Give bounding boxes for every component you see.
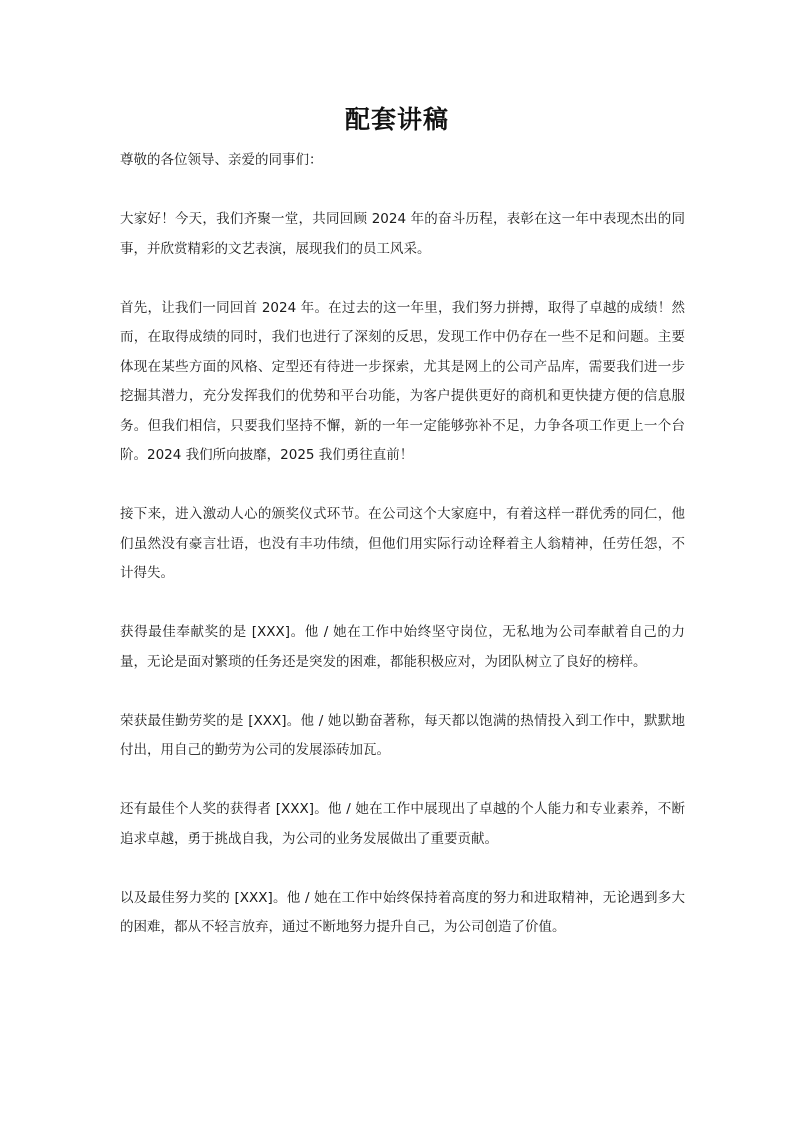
paragraph-individual-award: 还有最佳个人奖的获得者 [XXX]。他 / 她在工作中展现出了卓越的个人能力和专业素养，不断追求卓越，勇于挑战自我，为公司的业务发展做出了重要贡献。: [120, 801, 685, 847]
paragraph-diligence-award: 荣获最佳勤劳奖的是 [XXX]。他 / 她以勤奋著称，每天都以饱满的热情投入到工作中，默默地付出，用自己的勤劳为公司的发展添砖加瓦。: [120, 712, 685, 758]
paragraph-opening: 大家好！今天，我们齐聚一堂，共同回顾 2024 年的奋斗历程，表彰在这一年中表现杰出的同事，并欣赏精彩的文艺表演，展现我们的员工风采。: [120, 211, 685, 257]
document-title: 配套讲稿: [344, 105, 449, 134]
document-body: [120, 146, 685, 972]
paragraph-effort-award: 以及最佳努力奖的 [XXX]。他 / 她在工作中始终保持着高度的努力和进取精神，无论遇到多大的困难，都从不轻言放弃，通过不断地努力提升自己，为公司创造了价值。: [120, 889, 685, 935]
paragraph-dedication-award: 获得最佳奉献奖的是 [XXX]。他 / 她在工作中始终坚守岗位，无私地为公司奉献着自己的力量，无论是面对繁琐的任务还是突发的困难，都能积极应对，为团队树立了良好的榜样。: [120, 624, 685, 670]
paragraph-review: 首先，让我们一同回首 2024 年。在过去的这一年里，我们努力拼搏，取得了卓越的成绩！然而，在取得成绩的同时，我们也进行了深刻的反思，发现工作中仍存在一些不足和问题。主要体现在某些方面的风格、定型还有待进一步探索，尤其是网上的公司产品库，需要我们进一步挖掘其潜力，充分发挥我们的优势和平台功能，为客户提供更好的商机和更快捷方便的信息服务。但我们相信，只要我们坚持不懈，新的一年一定能够弥补不足，力争各项工作更上一个台阶。2024 我们所向披靡，2025 我们勇往直前！: [120, 299, 685, 463]
salutation: 尊敬的各位领导、亲爱的同事们：: [120, 152, 323, 168]
paragraph-award-intro: 接下来，进入激动人心的颁奖仪式环节。在公司这个大家庭中，有着这样一群优秀的同仁，他们虽然没有豪言壮语，也没有丰功伟绩，但他们用实际行动诠释着主人翁精神，任劳任怨，不计得失。: [120, 506, 685, 581]
